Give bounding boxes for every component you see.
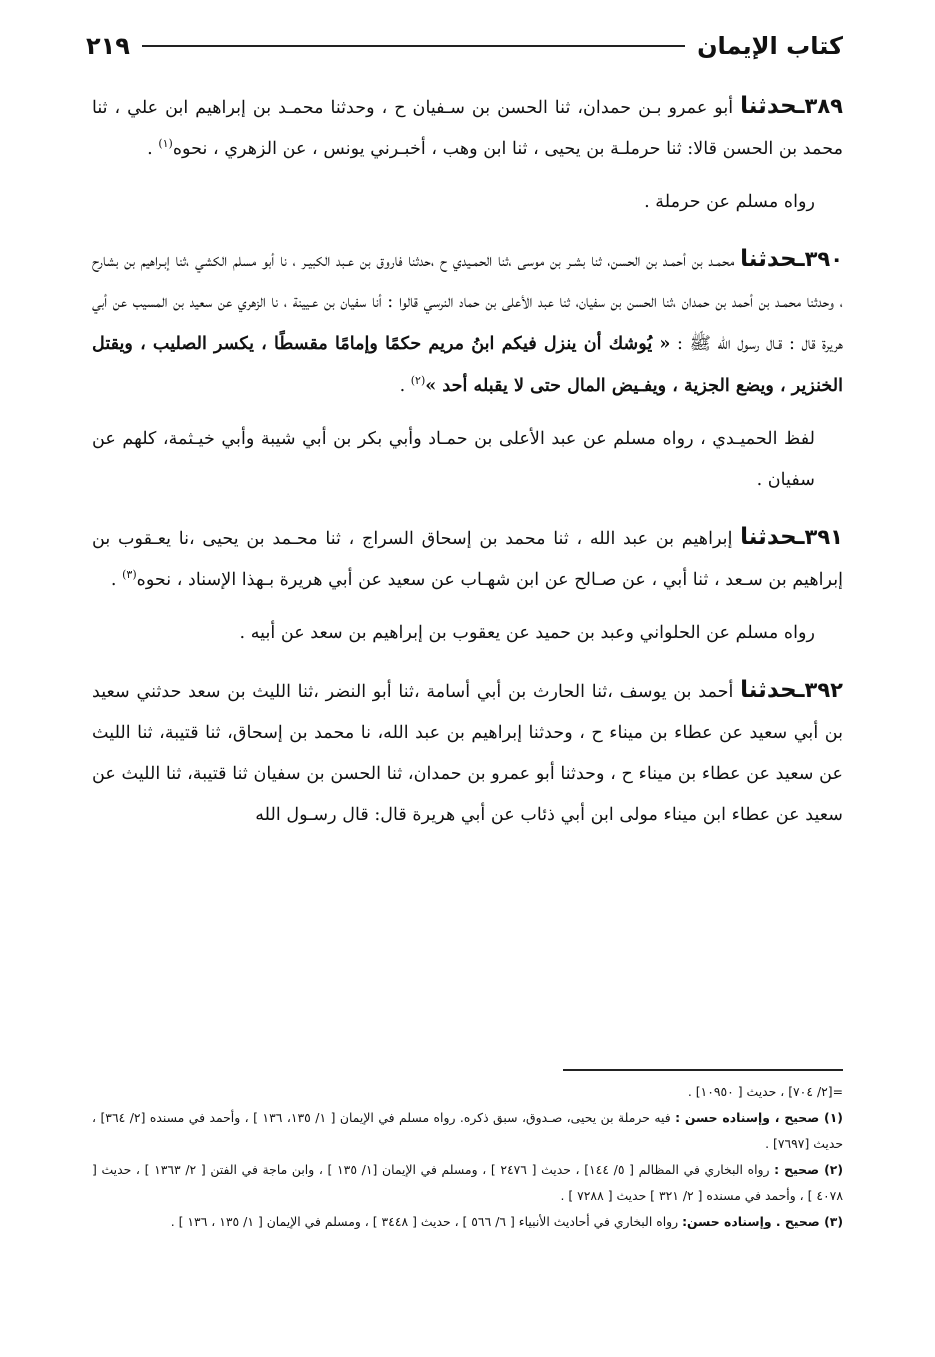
footnotes bbox=[92, 1079, 843, 1235]
footnote-ref: (١) bbox=[158, 137, 173, 151]
isnad-text: أحمد بن يوسف ،ثنا الحارث بن أبي أسامة ،ثنا أبو النضر ،ثنا الليث بن سعد حدثني سعيد بن أبي سعيد عن عطاء بن ميناء ح ، وحدثنا إبراهيم بن عبد الله، نا محمد بن إسحاق، ثنا قتيبة، ثنا الليث عن سعيد عن عطاء بن ميناء ح ، وحدثنا أبو عمرو بن حمدان، ثنا الحسن بن سفيان ثنا قتيبة، ثنا الليث عن سعيد عن عطاء ابن ميناء مولى ابن أبي ذئاب عن أبي هريرة قال: قال رسـول الله bbox=[92, 682, 843, 825]
hadith-marker: ـحدثنا bbox=[740, 677, 805, 703]
footnote-label: (١) صحيح ، وإسناده حسن : bbox=[675, 1110, 843, 1125]
hadith-marker: ـحدثنا bbox=[740, 93, 805, 119]
end-mark: . bbox=[399, 376, 411, 396]
hadith-number: ٣٩١ bbox=[804, 525, 843, 549]
takhrij-note: رواه مسلم عن الحلواني وعبد بن حميد عن يعقوب بن إبراهيم بن سعد عن أبيه . bbox=[239, 623, 815, 643]
page-number: ٢١٩ bbox=[86, 32, 130, 60]
hadith-matn: « يُوشك أن ينزل فيكم ابنُ مريم حكمًا وإمامًا مقسطًا ، يكسر الصليب ، ويقتل الخنزير ، ويضع الجزية ، ويفـيض المال حتى لا يقبله أحد » bbox=[92, 333, 843, 396]
hadith-number: ٣٩٢ bbox=[804, 678, 843, 702]
footnote-2 bbox=[92, 1157, 843, 1209]
footnote-text: رواه البخاري في أحاديث الأنبياء [ ٦/ ٥٦٦ ] ، حديث [ ٣٤٤٨ ] ، ومسلم في الإيمان [ ١/ ١٣٥ ، ١٣٦ ] . bbox=[170, 1214, 679, 1229]
end-mark: . bbox=[110, 570, 123, 590]
hadith-marker: ـحدثنا bbox=[740, 524, 805, 550]
footnote-label: (٢) صحيح : bbox=[774, 1162, 843, 1177]
footnote-text: فيه حرملة بن يحيى، صـدوق، سبق ذكره. رواه مسلم في الإيمان [ ١/ ١٣٥، ١٣٦ ] ، وأحمد في مسنده [٢/ ٣٦٤] ، حديث [٧٦٩٧] . bbox=[92, 1110, 843, 1151]
takhrij-note: لفظ الحميـدي ، رواه مسلم عن عبد الأعلى بن حمـاد وأبي بكر بن أبي شيبة وأبي خيـثمة، كلهم عن سفيان . bbox=[92, 429, 815, 490]
main-text bbox=[92, 86, 843, 836]
footnote-3 bbox=[92, 1209, 843, 1235]
footnote-ref: (٣) bbox=[122, 568, 137, 582]
hadith-marker: ـحدثنا bbox=[740, 246, 805, 272]
end-mark: . bbox=[147, 139, 159, 159]
footnote-1 bbox=[92, 1105, 843, 1157]
footnote-ref: (٢) bbox=[410, 374, 426, 388]
footnote-text: رواه البخاري في المظالم [ ٥/ ١٤٤] ، حديث [ ٢٤٧٦ ] ، ومسلم في الإيمان [١/ ١٣٥ ] ، وابن ماجة في الفتن [ ٢/ ١٣٦٣ ] ، حديث [ ٤٠٧٨ ] ، وأحمد في مسنده [ ٢/ ٣٢١ ] حديث [ ٧٢٨٨ ] . bbox=[92, 1162, 843, 1203]
hadith-390 bbox=[92, 239, 843, 407]
isnad-text: إبراهيم بن عبد الله ، ثنا محمد بن إسحاق السراج ، ثنا محـمد بن يحيى ،نا يعـقوب بن إبراهيم بن سـعد ، ثنا أبي ، عن صـالح عن ابن شهـاب عن سعيد عن أبي هريرة بـهذا الإسناد ، نحوه bbox=[92, 529, 843, 590]
takhrij-note: رواه مسلم عن حرملة . bbox=[644, 192, 815, 212]
isnad-text: أبو عمرو بـن حمدان، ثنا الحسن بن سـفيان ح ، وحدثنا محمـد بن إبراهيم ابن علي ، ثنا محمد بن الحسن قالا: ثنا حرملـة بن يحيى ، ثنا ابن وهب ، أخبـرني يونس ، عن الزهري ، نحوه bbox=[92, 98, 843, 159]
hadith-391 bbox=[92, 517, 843, 601]
hadith-389 bbox=[92, 86, 843, 170]
header-rule bbox=[142, 45, 685, 47]
page-header bbox=[86, 24, 843, 68]
footnote-continuation: =[٢/ ٧٠٤] ، حديث [ ١٠٩٥٠] . bbox=[687, 1084, 843, 1099]
footnote-rule bbox=[563, 1069, 843, 1071]
hadith-number: ٣٨٩ bbox=[804, 94, 843, 118]
hadith-number: ٣٩٠ bbox=[804, 247, 844, 271]
isnad-text: محمـد بن أحمـد بن الحسن، ثنا بشـر بن موسى ،ثنا الحمـيدي ح ،حدثنا فاروق بن عـبد الكبيـر ، نا أبو مسلم الكشي ،ثنا إبـراهيم بن بشارح ، وحدثنا محمـد بن أحمد بن حمدان ،ثنا الحسن بن سفيان، ثنا عبد الأعلى بن حماد النرسي قالوا : أنا سفيان بن عـيينة ، نا الزهري عن سعيد بن المسيب عن أبي هريرة قال : قـال رسول الله ﷺ : bbox=[92, 251, 843, 354]
book-title: كتاب الإيمان bbox=[697, 32, 843, 60]
hadith-392 bbox=[92, 670, 843, 836]
footnote-label: (٣) صحيح . وإسناده حسن: bbox=[682, 1214, 843, 1229]
